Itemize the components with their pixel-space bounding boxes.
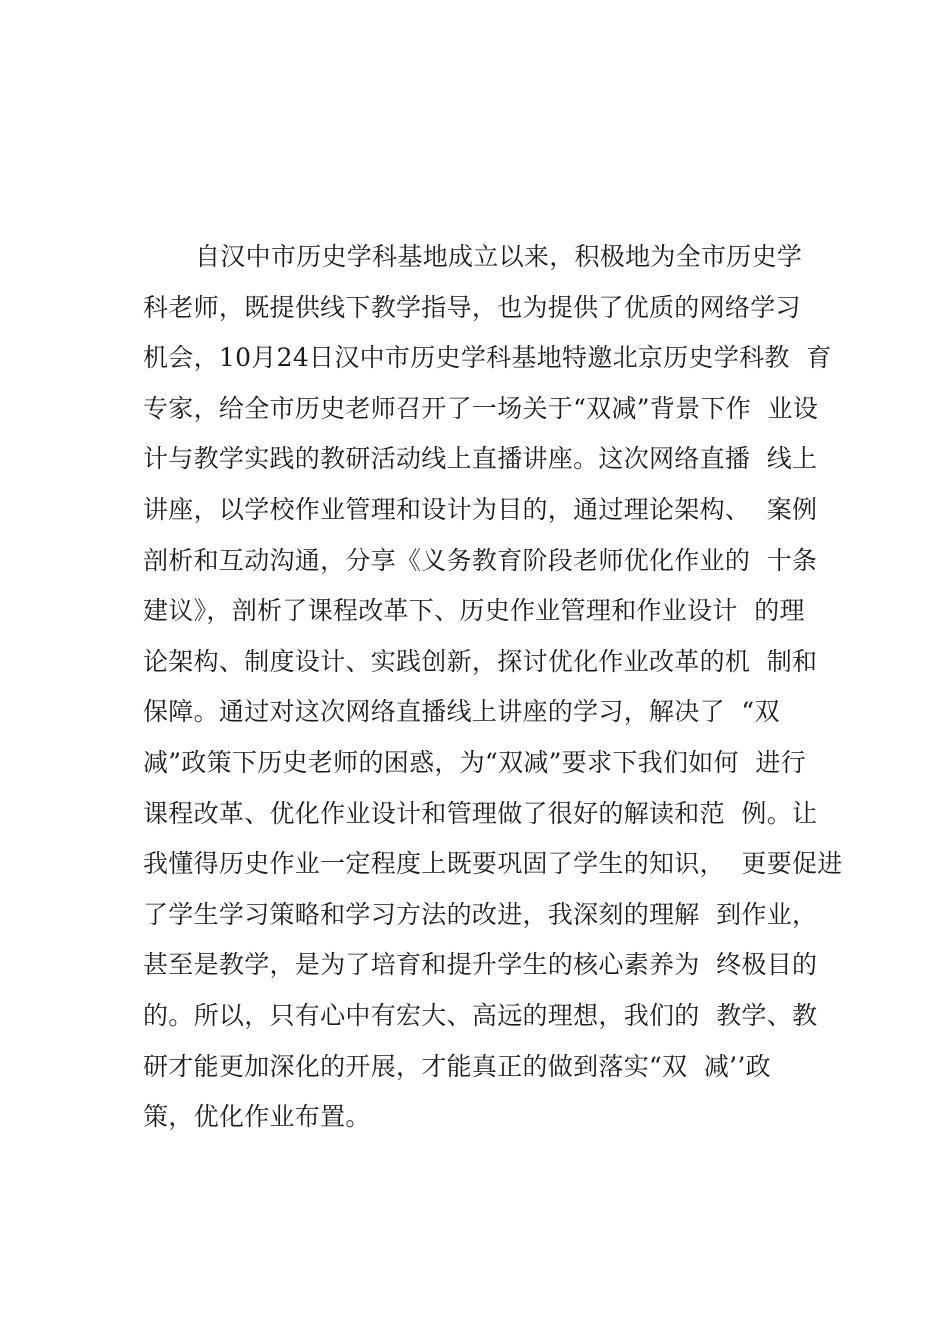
paragraph-line-4: 专家，给全市历史老师召开了一场关于“双减”背景下作 业设 bbox=[143, 393, 819, 423]
paragraph-line-6: 讲座，以学校作业管理和设计为目的，通过理论架构、 案例 bbox=[143, 494, 818, 524]
paragraph-line-5: 计与教学实践的教研活动线上直播讲座。这次网络直播 线上 bbox=[143, 444, 818, 474]
paragraph-line-2: 科老师，既提供线下教学指导，也为提供了优质的网络学习 bbox=[143, 292, 801, 322]
body-paragraph bbox=[143, 232, 843, 1143]
paragraph-line-7: 剖析和互动沟通，分享《义务教育阶段老师优化作业的 十条 bbox=[143, 545, 818, 575]
paragraph-line-10: 保障。通过对这次网络直播线上讲座的学习，解决了 “双 bbox=[143, 697, 780, 727]
paragraph-line-13: 我懂得历史作业一定程度上既要巩固了学生的知识， 更要促进 bbox=[143, 849, 843, 879]
paragraph-line-9: 论架构、制度设计、实践创新，探讨优化作业改革的机 制和 bbox=[143, 646, 818, 676]
paragraph-line-1: 自汉中市历史学科基地成立以来，积极地为全市历史学 bbox=[195, 242, 803, 271]
paragraph-line-12: 课程改革、优化作业设计和管理做了很好的解读和范 例。让 bbox=[143, 798, 818, 828]
paragraph-line-15: 甚至是教学，是为了培育和提升学生的核心素养为 终极目的 bbox=[143, 950, 818, 980]
paragraph-line-16: 的。所以，只有心中有宏大、高远的理想，我们的 教学、教 bbox=[143, 1000, 818, 1030]
paragraph-line-18: 策，优化作业布置。 bbox=[143, 1102, 371, 1132]
paragraph-line-17: 研才能更加深化的开展，才能真正的做到落实“双 减’’政 bbox=[143, 1051, 771, 1081]
paragraph-line-11: 减”政策下历史老师的困惑，为“双减”要求下我们如何 进行 bbox=[143, 747, 806, 777]
paragraph-line-8: 建议》，剖析了课程改革下、历史作业管理和作业设计 的理 bbox=[143, 596, 805, 626]
paragraph-line-14: 了学生学习策略和学习方法的改进，我深刻的理解 到作业， bbox=[143, 899, 818, 929]
paragraph-line-3: 机会，10月24日汉中市历史学科基地特邀北京历史学科教 育 bbox=[143, 343, 832, 373]
